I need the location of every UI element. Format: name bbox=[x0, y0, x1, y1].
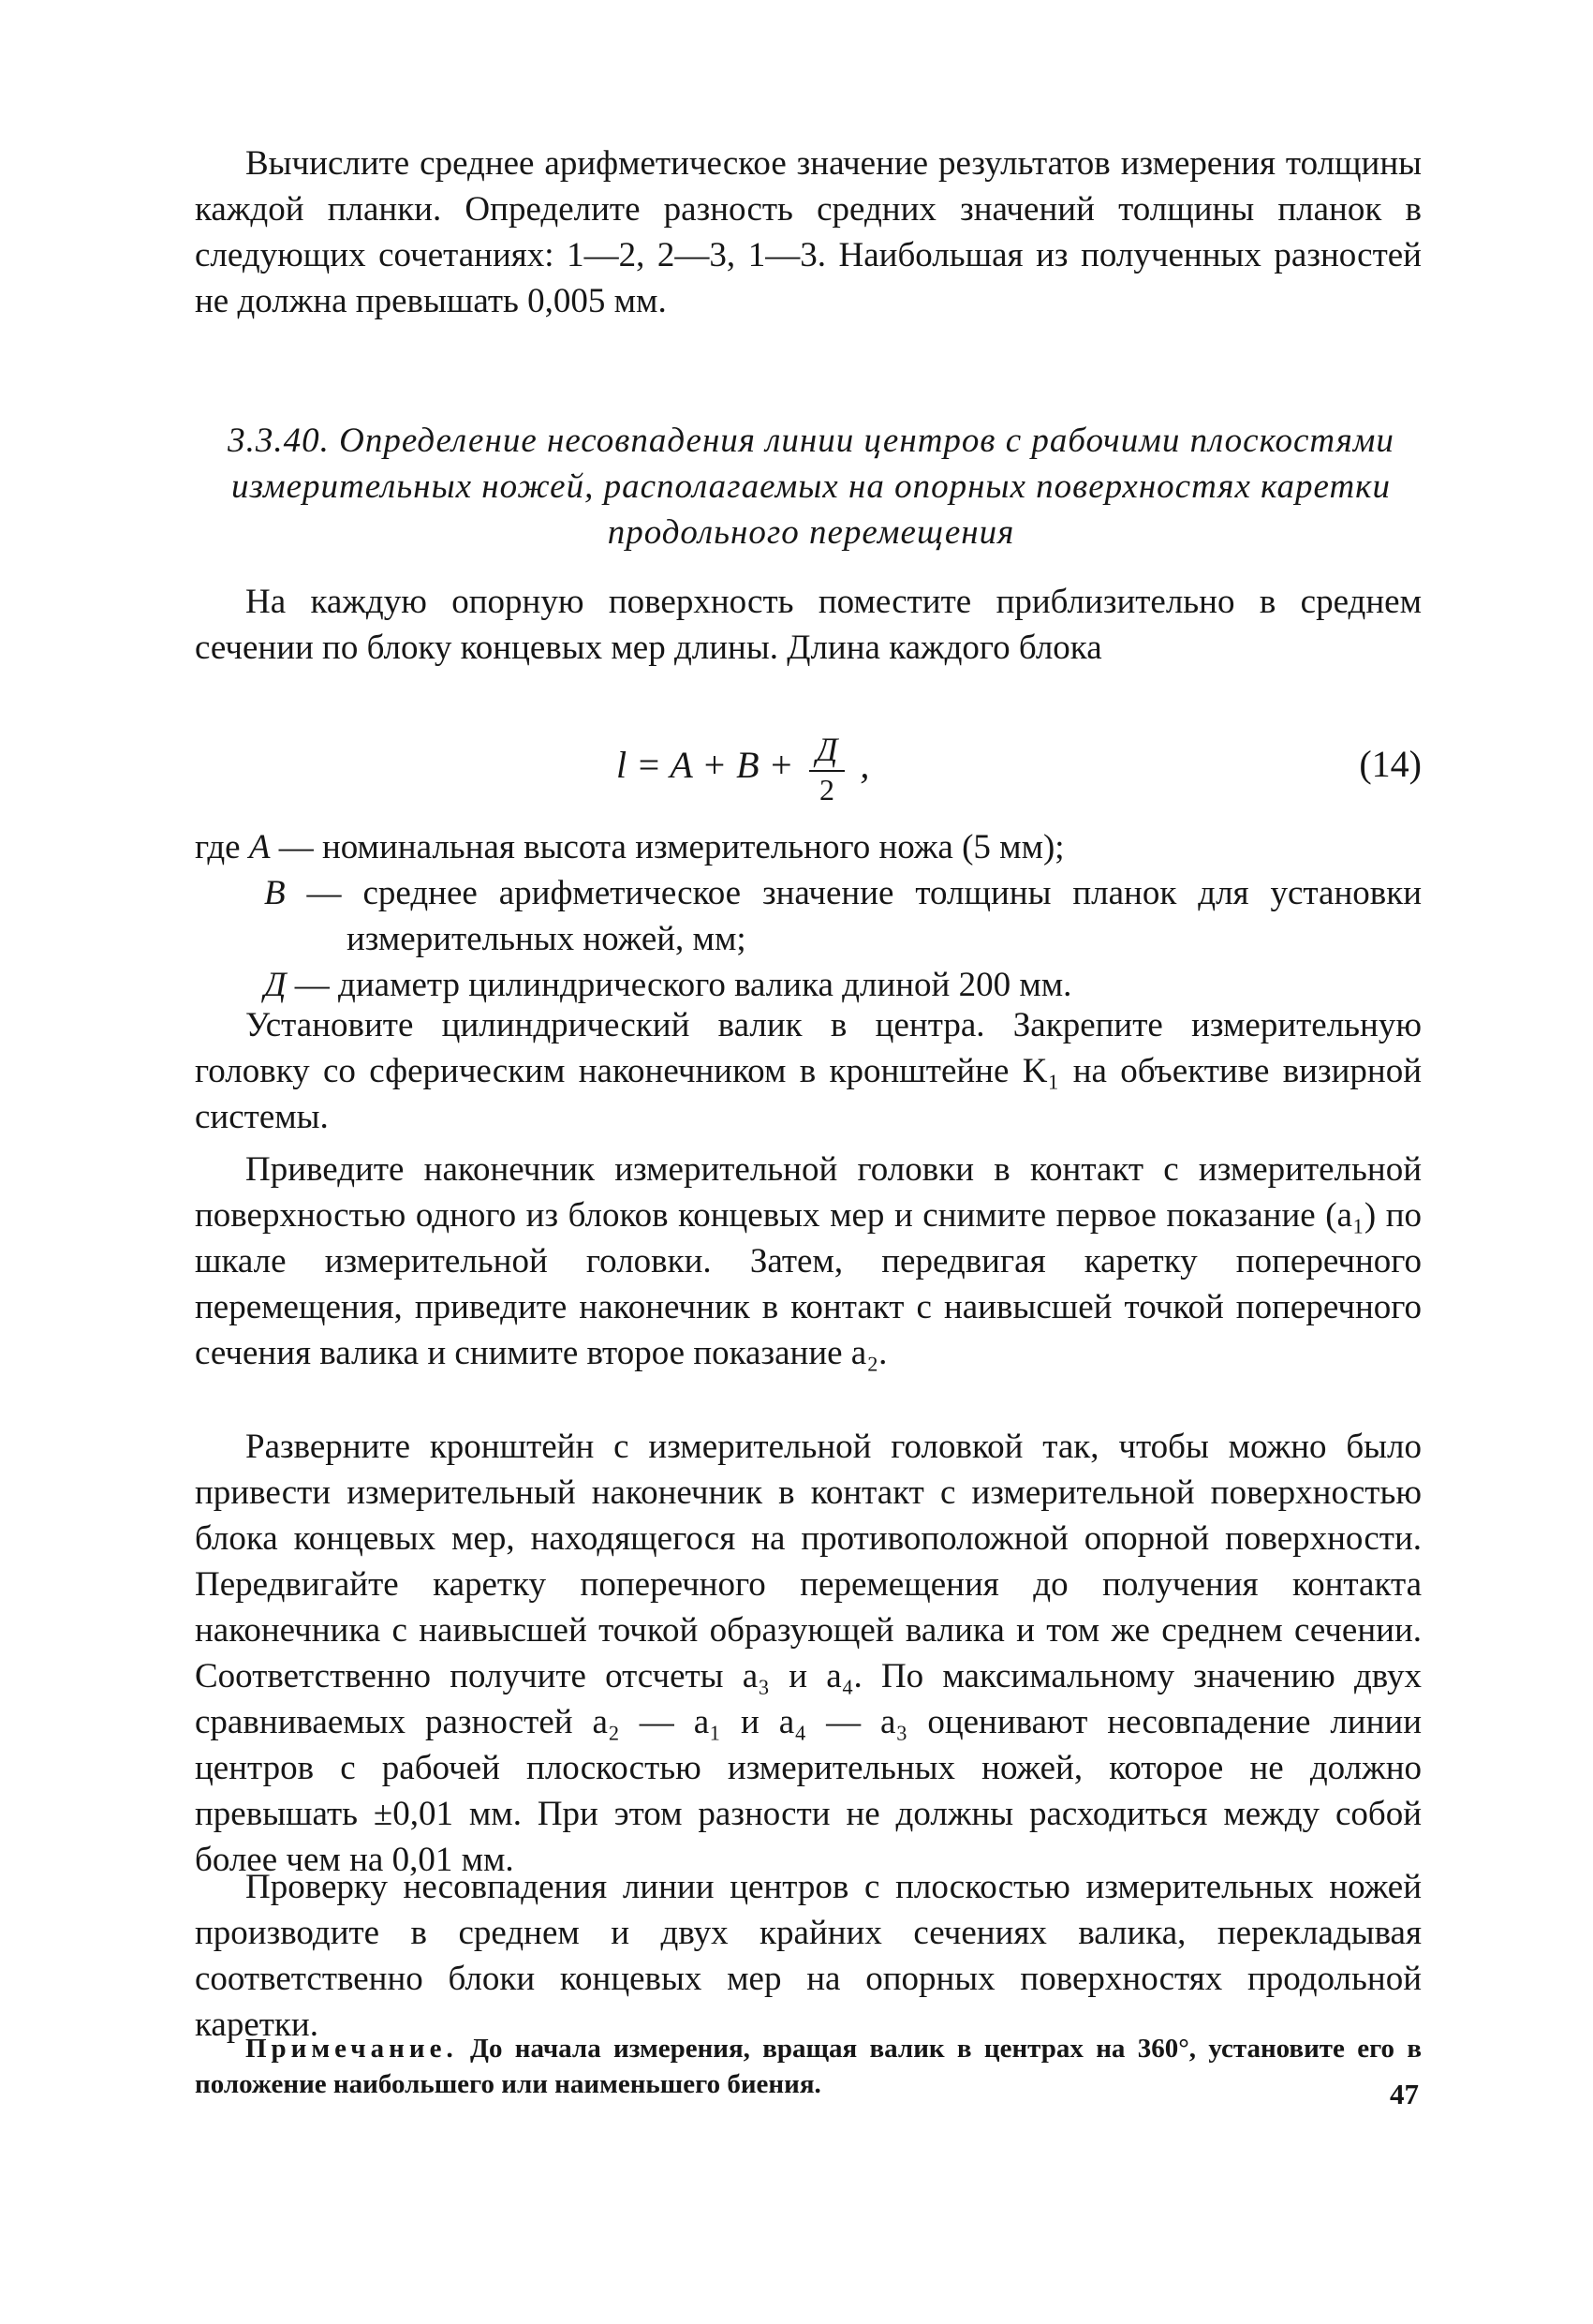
paragraph-text: Вычислите среднее арифметическое значение результатов измерения толщины каждой планки. Определите разность средних значений толщины планок в следующих сочетаниях: 1—2, 2—3, 1—3. Наибольшая из полученных разностей не должна превышать 0,005 мм. bbox=[195, 144, 1422, 320]
definition-symbol: A bbox=[248, 828, 271, 866]
definition-symbol: B bbox=[264, 874, 286, 912]
definition-item bbox=[195, 870, 1422, 962]
paragraph-4 bbox=[195, 1002, 1422, 1140]
formula-tail: , bbox=[860, 744, 870, 787]
paragraph-text: Разверните кронштейн с измерительной головкой так, чтобы можно было привести измерительный наконечник в контакт с измерительной поверхностью блока концевых мер, находящегося на противоположной опорной поверхности. Передвигайте каретку поперечного перемещения до получения контакта наконечника с наивысшей точкой образующей валика и том же среднем сечении. Соответственно получите отсчеты a₃ и a₄. По максимальному значению двух сравниваемых разностей a₂ — a₁ и a₄ — a₃ оценивают несовпадение линии центров с рабочей плоскостью измерительных ножей, которое не должно превышать ±0,01 мм. При этом разности не должны расходиться между собой более чем на 0,01 мм. bbox=[195, 1428, 1422, 1879]
paragraph-2 bbox=[195, 579, 1422, 671]
definitions-list bbox=[195, 824, 1422, 1008]
definition-item bbox=[195, 824, 1422, 870]
note bbox=[195, 2031, 1422, 2102]
section-heading-text: 3.3.40. Определение несовпадения линии центров с рабочими плоскостями измерительных ножей, располагаемых на опорных поверхностях каретки продольного перемещения bbox=[228, 422, 1394, 552]
paragraph-text: Установите цилиндрический валик в центра. Закрепите измерительную головку со сферическим наконечником в кронштейне K₁ на объективе визирной системы. bbox=[195, 1006, 1422, 1136]
paragraph-1 bbox=[195, 141, 1422, 324]
formula-numerator: Д bbox=[809, 731, 846, 772]
formula-expression bbox=[616, 731, 869, 807]
paragraph-text: Проверку несовпадения линии центров с плоскостью измерительных ножей производите в среднем и двух крайних сечениях валика, перекладывая соответственно блоки концевых мер на опорных поверхностях продольной каретки. bbox=[195, 1868, 1422, 2044]
definition-symbol: Д bbox=[264, 966, 287, 1004]
paragraph-5 bbox=[195, 1147, 1422, 1376]
note-text bbox=[195, 2031, 1422, 2102]
definitions-intro: где bbox=[195, 828, 241, 866]
formula-14 bbox=[195, 712, 1422, 806]
paragraph-text: Приведите наконечник измерительной головки в контакт с измерительной поверхностью одного из блоков концевых мер и снимите первое показание (a₁) по шкале измерительной головки. Затем, передвигая каретку поперечного перемещения, приведите наконечник в контакт с наивысшей точкой поперечного сечения валика и снимите второе показание a₂. bbox=[195, 1150, 1422, 1372]
page-number: 47 bbox=[1390, 2078, 1419, 2110]
paragraph-7 bbox=[195, 1864, 1422, 2048]
note-body: До начала измерения, вращая валик в центрах на 360°, установите его в положение наибольшего или наименьшего биения. bbox=[195, 2034, 1422, 2099]
section-heading bbox=[212, 418, 1410, 555]
definition-text: — среднее арифметическое значение толщины планок для установки измерительных ножей, мм; bbox=[306, 874, 1423, 958]
paragraph-text: На каждую опорную поверхность поместите приблизительно в среднем сечении по блоку концевых мер длины. Длина каждого блока bbox=[195, 583, 1422, 667]
definition-item bbox=[195, 962, 1422, 1008]
definition-text: — диаметр цилиндрического валика длиной 200 мм. bbox=[294, 966, 1072, 1004]
formula-number: (14) bbox=[1359, 743, 1422, 785]
formula-fraction bbox=[809, 731, 846, 807]
paragraph-6 bbox=[195, 1424, 1422, 1883]
note-label: Примечание. bbox=[245, 2034, 458, 2064]
formula-lhs: l = A + B + bbox=[616, 744, 794, 787]
definition-text: — номинальная высота измерительного ножа (5 мм); bbox=[278, 828, 1065, 866]
formula-denominator: 2 bbox=[819, 773, 834, 807]
